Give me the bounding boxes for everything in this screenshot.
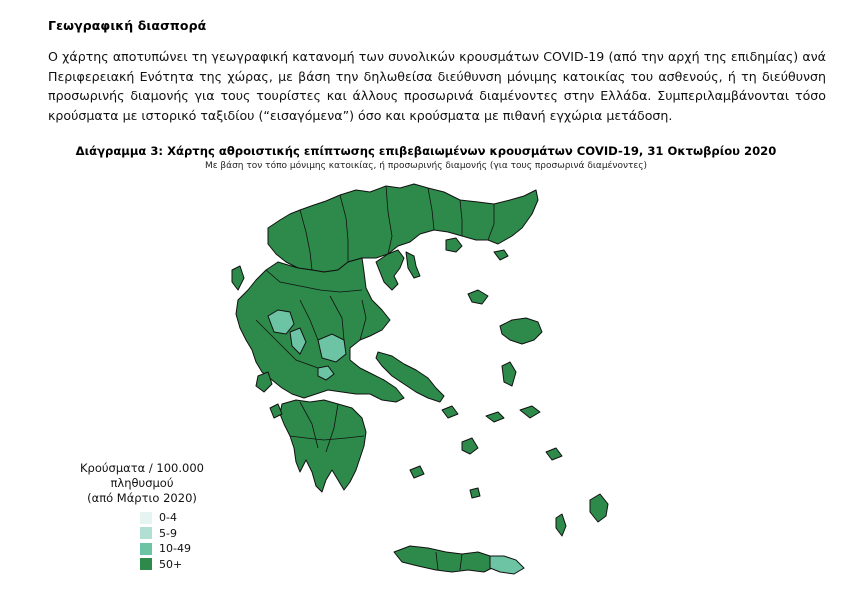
legend-title-line1: Κρούσματα / 100.000 πληθυσμού	[80, 461, 204, 490]
figure-subtitle: Με βάση τον τόπο μόνιμης κατοικίας, ή προσωρινής διαμονής (για τους προσωρινά διαμένοντες)	[204, 161, 648, 171]
section-paragraph: Ο χάρτης αποτυπώνει τη γεωγραφική κατανομή των συνολικών κρουσμάτων COVID-19 (από την αρχή της επιδημίας) ανά Περιφερειακή Ενότητα της χώρας, με βάση την δηλωθείσα διεύθυνση μόνιμης κατοικίας του ασθενούς, ή τη διεύθυνση προσωρινής διαμονής για τους τουρίστες και άλλους προσωρινά διαμένοντες στην Ελλάδα. Συμπεριλαμβάνονται τόσο κρούσματα με ιστορικό ταξιδίου (“εισαγόμενα”) όσο και κρούσματα με πιθανή εγχώρια μετάδοση.	[48, 49, 826, 123]
legend-label: 50+	[159, 557, 183, 571]
legend-items	[140, 510, 222, 572]
map-region-chalkidiki-east	[406, 252, 420, 278]
map-region-milos	[410, 466, 424, 478]
legend-swatch	[140, 527, 152, 539]
map-region-zakynthos	[270, 404, 282, 418]
map-region-santorini	[470, 488, 480, 498]
map-region-ikaria	[486, 412, 504, 422]
map-region-chios	[502, 362, 516, 386]
legend-item-5-9	[140, 526, 222, 542]
map-region-karpathos	[556, 514, 566, 536]
map-region-thasos	[446, 238, 462, 252]
map-region-samothraki	[494, 250, 508, 260]
legend-item-50-plus	[140, 557, 222, 573]
legend-title-line2: (από Μάρτιο 2020)	[87, 491, 197, 505]
section-heading: Γεωγραφική διασπορά	[48, 18, 207, 33]
legend-swatch	[140, 558, 152, 570]
map-region-crete-west	[394, 546, 496, 572]
map-region-peloponnese	[280, 400, 366, 492]
map-region-kos	[546, 448, 562, 460]
map-region-corfu	[232, 266, 244, 290]
legend-swatch	[140, 543, 152, 555]
legend-item-0-4	[140, 510, 222, 526]
map-legend	[62, 461, 222, 572]
map-region-samos	[520, 406, 540, 418]
map-region-rhodes	[590, 494, 608, 522]
legend-label: 5-9	[159, 526, 177, 540]
map-region-lasithi	[490, 556, 524, 574]
map-region-lesvos	[500, 318, 542, 344]
map-region-andros	[442, 406, 458, 418]
legend-label: 0-4	[159, 511, 177, 525]
figure-title: Διάγραμμα 3: Χάρτης αθροιστικής επίπτωσης επιβεβαιωμένων κρουσμάτων COVID-19, 31 Οκτωβρίου 2020	[75, 144, 777, 158]
legend-label: 10-49	[159, 542, 191, 556]
map-region-naxos	[462, 438, 478, 454]
map-region-lemnos	[468, 290, 488, 304]
legend-item-10-49	[140, 541, 222, 557]
legend-swatch	[140, 512, 152, 524]
